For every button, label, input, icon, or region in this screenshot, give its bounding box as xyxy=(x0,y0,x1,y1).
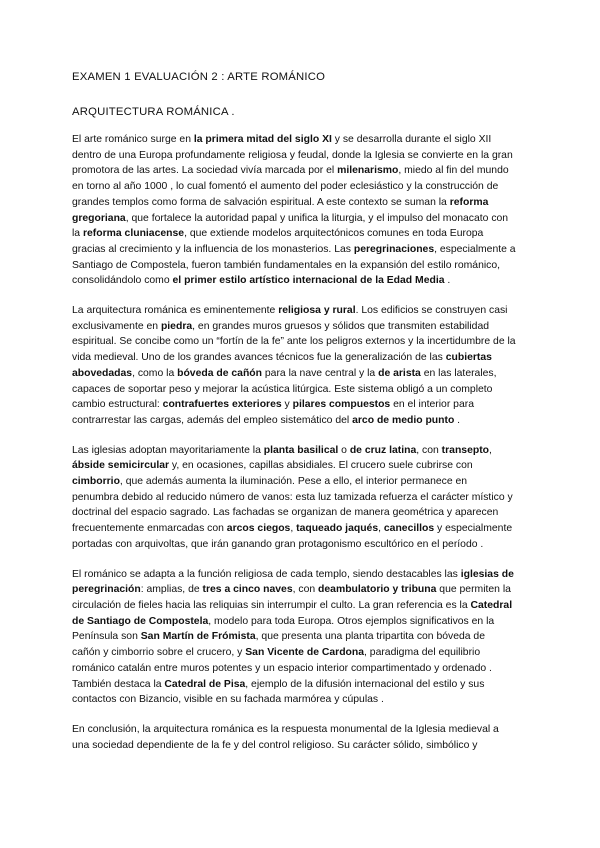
bold-term: Catedral de Santiago de Compostela xyxy=(72,599,513,627)
bold-term: de arista xyxy=(378,367,421,379)
bold-term: contrafuertes exteriores xyxy=(162,399,282,411)
text-run: que permiten la circulación de fieles hacia las reliquias sin interrumpir el culto. La gran referencia es la xyxy=(72,584,511,611)
text-run: . xyxy=(444,275,451,287)
text-run: y se desarrolla durante el siglo XII dentro de una Europa profundamente religiosa y feudal, donde la Iglesia se convierte en la gran promotora de las artes. La sociedad vivía marcada por el xyxy=(72,134,513,177)
bold-term: piedra xyxy=(160,320,193,332)
bold-term: de cruz latina xyxy=(349,444,417,456)
bold-term: el primer estilo artístico internacional de la Edad Media xyxy=(172,275,445,287)
paragraph-conclusion xyxy=(72,722,516,753)
text-run: y especialmente portadas con arquivoltas, que irán ganando gran protagonismo escultórico en el período . xyxy=(72,523,513,550)
text-run: , como la xyxy=(132,367,178,379)
text-run: , especialmente a Santiago de Compostela, fueron también fundamentales en la expansión del estilo románico, consolidándolo como xyxy=(72,243,516,287)
text-run: . xyxy=(454,414,461,426)
text-run: y xyxy=(281,399,293,411)
text-run: , xyxy=(378,523,384,535)
bold-term: peregrinaciones xyxy=(353,243,435,255)
bold-term: ábside semicircular xyxy=(72,460,170,472)
paragraph-plan-and-facades xyxy=(72,443,516,553)
bold-term: taqueado jaqués xyxy=(296,523,379,535)
bold-term: San Martín de Frómista xyxy=(140,631,256,643)
text-run: para la nave central y la xyxy=(262,367,379,379)
text-run: , que extiende modelos arquitectónicos comunes en toda Europa gracias al crecimiento y la influencia de los monasterios. Las xyxy=(72,228,484,255)
bold-term: planta basilical xyxy=(263,444,339,456)
paragraph-examples xyxy=(72,567,516,708)
text-run: La arquitectura románica es eminentemente xyxy=(72,305,279,317)
text-run: , modelo para toda Europa. Otros ejemplos significativos en la Península son xyxy=(72,615,495,643)
text-run: , que presenta una planta tripartita con bóveda de cañón y cimborrio sobre el crucero, y xyxy=(72,631,485,659)
text-run: Las iglesias adoptan mayoritariamente la xyxy=(72,444,264,456)
bold-term: reforma gregoriana xyxy=(72,196,489,224)
text-run: En conclusión, la arquitectura románica es la respuesta monumental de la Iglesia medieval a una sociedad dependiente de la fe y del control religioso. Su carácter sólido, simbólico y xyxy=(72,723,499,751)
text-run: en las laterales, capaces de soportar peso y mejorar la acústica litúrgica. Este sistema obligó a un completo cambio estructural: xyxy=(72,367,497,411)
bold-term: San Vicente de Cardona xyxy=(245,647,365,659)
section-title: ARQUITECTURA ROMÁNICA . xyxy=(72,106,235,118)
bold-term: la primera mitad del siglo XI xyxy=(193,134,332,145)
text-run: : amplias, de xyxy=(140,584,203,596)
text-run: , xyxy=(489,444,492,456)
bold-term: reforma cluniacense xyxy=(82,228,185,240)
bold-term: transepto xyxy=(441,444,489,456)
bold-term: pilares compuestos xyxy=(292,399,391,411)
bold-term: arcos ciegos xyxy=(226,523,291,535)
text-run: , miedo al fin del mundo en torno al año 1000 , lo cual fomentó el aumento del poder eclesiástico y la construcción de grandes templos como forma de salvación espiritual. A este contexto se suman la xyxy=(72,165,509,208)
paragraph-context xyxy=(72,132,516,289)
bold-term: Catedral de Pisa xyxy=(164,678,246,690)
text-run: , en grandes muros gruesos y sólidos que transmiten estabilidad espiritual. Se concibe como un “fortín de la fe” ante los peligros externos y la incertidumbre de la vida medieval. Uno de los grandes avances técnicos fue la generalización de las xyxy=(72,320,516,364)
text-run: , con xyxy=(292,584,319,596)
bold-term: milenarismo xyxy=(337,165,399,177)
text-run: . Los edificios se construyen casi exclusivamente en xyxy=(72,305,508,332)
text-run: , con xyxy=(416,444,442,456)
text-run: , xyxy=(290,523,297,535)
bold-term: deambulatorio y tribuna xyxy=(318,584,437,596)
bold-term: bóveda de cañón xyxy=(177,367,262,379)
text-run: , ejemplo de la difusión internacional del estilo y sus contactos con Bizancio, visible en su fachada marmórea y cúpulas . xyxy=(72,678,485,706)
bold-term: tres a cinco naves xyxy=(202,584,293,596)
text-run: , paradigma del equilibrio románico catalán entre muros potentes y un espacio interior compartimentado y ordenado . También destaca la xyxy=(72,647,492,690)
bold-term: arco de medio punto xyxy=(352,414,455,426)
text-run: El arte románico surge en xyxy=(72,134,194,145)
text-run: o xyxy=(338,444,350,456)
document-title: EXAMEN 1 EVALUACIÓN 2 : ARTE ROMÁNICO xyxy=(72,71,326,83)
text-run: en el interior para contrarrestar las cargas, además del empleo sistemático del xyxy=(72,399,474,426)
text-run: , que fortalece la autoridad papal y unifica la liturgia, y el impulso del monacato con la xyxy=(72,212,509,240)
bold-term: religiosa y rural xyxy=(278,305,356,317)
bold-term: cubiertas abovedadas xyxy=(72,352,492,379)
text-run: , que además aumenta la iluminación. Pese a ello, el interior permanece en penumbra debido al reducido número de vanos: esta luz tamizada refuerza el carácter místico y doctrinal del espacio sagrado. Las fachadas se organizan de manera geométrica y aparecen frecuentemente enmarcadas con xyxy=(72,476,513,535)
bold-term: cimborrio xyxy=(72,476,120,488)
text-run: El románico se adapta a la función religiosa de cada templo, siendo destacables las xyxy=(72,568,461,580)
bold-term: iglesias de peregrinación xyxy=(72,568,514,596)
paragraph-characteristics xyxy=(72,303,516,429)
text-run: y, en ocasiones, capillas absidiales. El crucero suele cubrirse con xyxy=(169,460,473,472)
bold-term: canecillos xyxy=(383,523,435,535)
